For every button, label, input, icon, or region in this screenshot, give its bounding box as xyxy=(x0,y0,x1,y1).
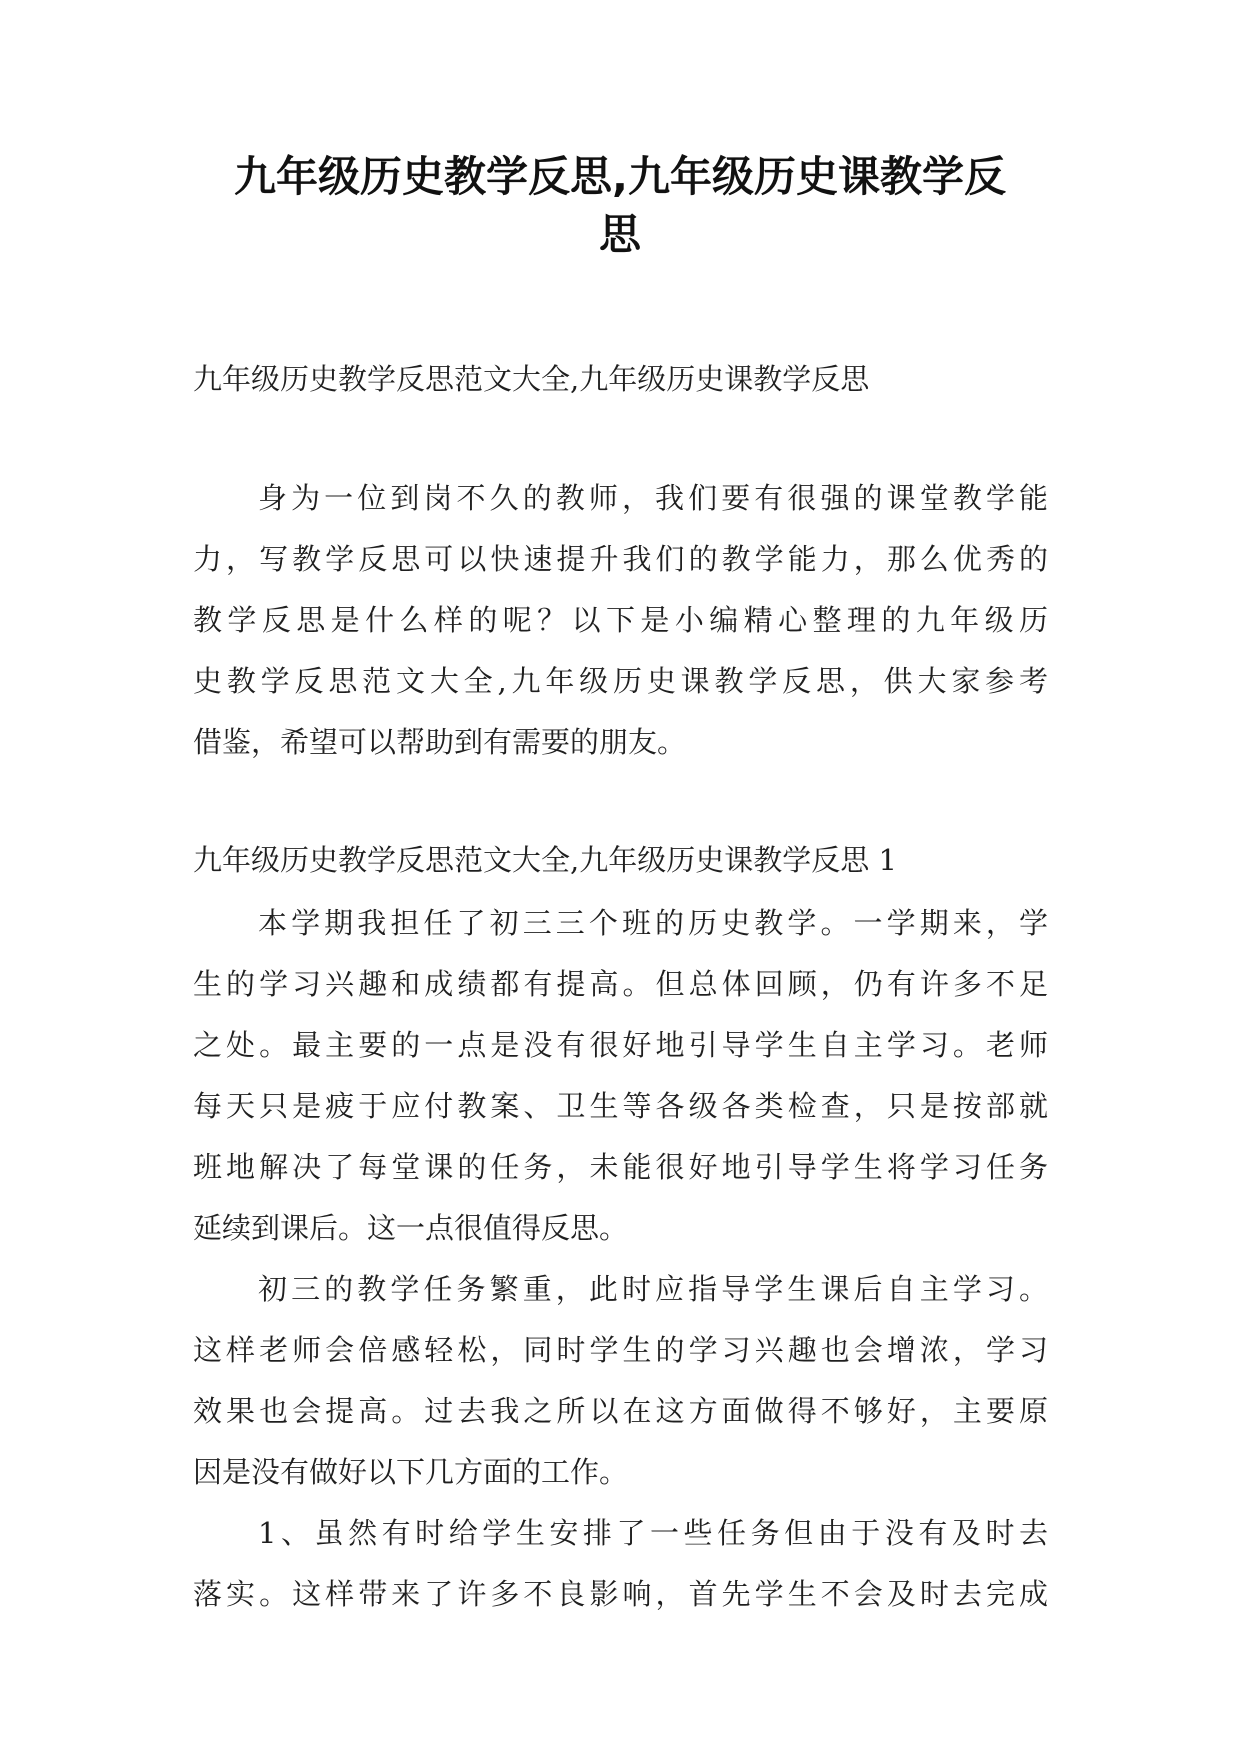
title-line-2: 思 xyxy=(598,210,641,259)
text-line xyxy=(0,1013,1241,1077)
text-line-content: 每天只是疲于应付教案、卫生等各级各类检查，只是按部就 xyxy=(193,1089,1048,1123)
text-line xyxy=(0,1440,1241,1504)
text-line-content: 这样老师会倍感轻松，同时学生的学习兴趣也会增浓，学习 xyxy=(193,1333,1048,1367)
section-heading xyxy=(0,828,1241,892)
text-line-content: 身为一位到岗不久的教师，我们要有很强的课堂教学能 xyxy=(258,481,1048,515)
text-line xyxy=(0,710,1241,774)
text-line-content: 延续到课后。这一点很值得反思。 xyxy=(193,1211,629,1245)
text-line xyxy=(0,1196,1241,1260)
text-line-content: 借鉴，希望可以帮助到有需要的朋友。 xyxy=(193,725,687,759)
document-subtitle xyxy=(0,347,1241,411)
text-line-content: 教学反思是什么样的呢？以下是小编精心整理的九年级历 xyxy=(193,603,1048,637)
section-heading-text: 九年级历史教学反思范文大全,九年级历史课教学反思 1 xyxy=(193,843,897,877)
document-title xyxy=(180,148,1060,264)
text-line xyxy=(0,1074,1241,1138)
text-line-content: 初三的教学任务繁重，此时应指导学生课后自主学习。 xyxy=(258,1272,1048,1306)
text-line xyxy=(0,891,1241,955)
text-line xyxy=(0,1318,1241,1382)
text-line-content: 史教学反思范文大全,九年级历史课教学反思，供大家参考 xyxy=(193,664,1048,698)
text-line xyxy=(0,588,1241,652)
text-line-content: 本学期我担任了初三三个班的历史教学。一学期来，学 xyxy=(258,906,1048,940)
text-line xyxy=(0,649,1241,713)
text-line xyxy=(0,527,1241,591)
subtitle-text: 九年级历史教学反思范文大全,九年级历史课教学反思 xyxy=(193,362,870,396)
text-line-content: 之处。最主要的一点是没有很好地引导学生自主学习。老师 xyxy=(193,1028,1048,1062)
text-line xyxy=(0,952,1241,1016)
text-line-content: 因是没有做好以下几方面的工作。 xyxy=(193,1455,629,1489)
text-line-content: 力，写教学反思可以快速提升我们的教学能力，那么优秀的 xyxy=(193,542,1048,576)
text-line xyxy=(0,1379,1241,1443)
text-line xyxy=(0,1501,1241,1565)
text-line-content: 效果也会提高。过去我之所以在这方面做得不够好，主要原 xyxy=(193,1394,1048,1428)
text-line-content: 生的学习兴趣和成绩都有提高。但总体回顾，仍有许多不足 xyxy=(193,967,1048,1001)
text-line xyxy=(0,1257,1241,1321)
text-line xyxy=(0,1562,1241,1626)
text-line xyxy=(0,466,1241,530)
text-line-content: 落实。这样带来了许多不良影响，首先学生不会及时去完成 xyxy=(193,1577,1048,1611)
text-line xyxy=(0,1135,1241,1199)
text-line-content: 班地解决了每堂课的任务，未能很好地引导学生将学习任务 xyxy=(193,1150,1048,1184)
title-line-1: 九年级历史教学反思,九年级历史课教学反 xyxy=(234,152,1006,201)
text-line-content: 1、虽然有时给学生安排了一些任务但由于没有及时去 xyxy=(258,1516,1048,1550)
